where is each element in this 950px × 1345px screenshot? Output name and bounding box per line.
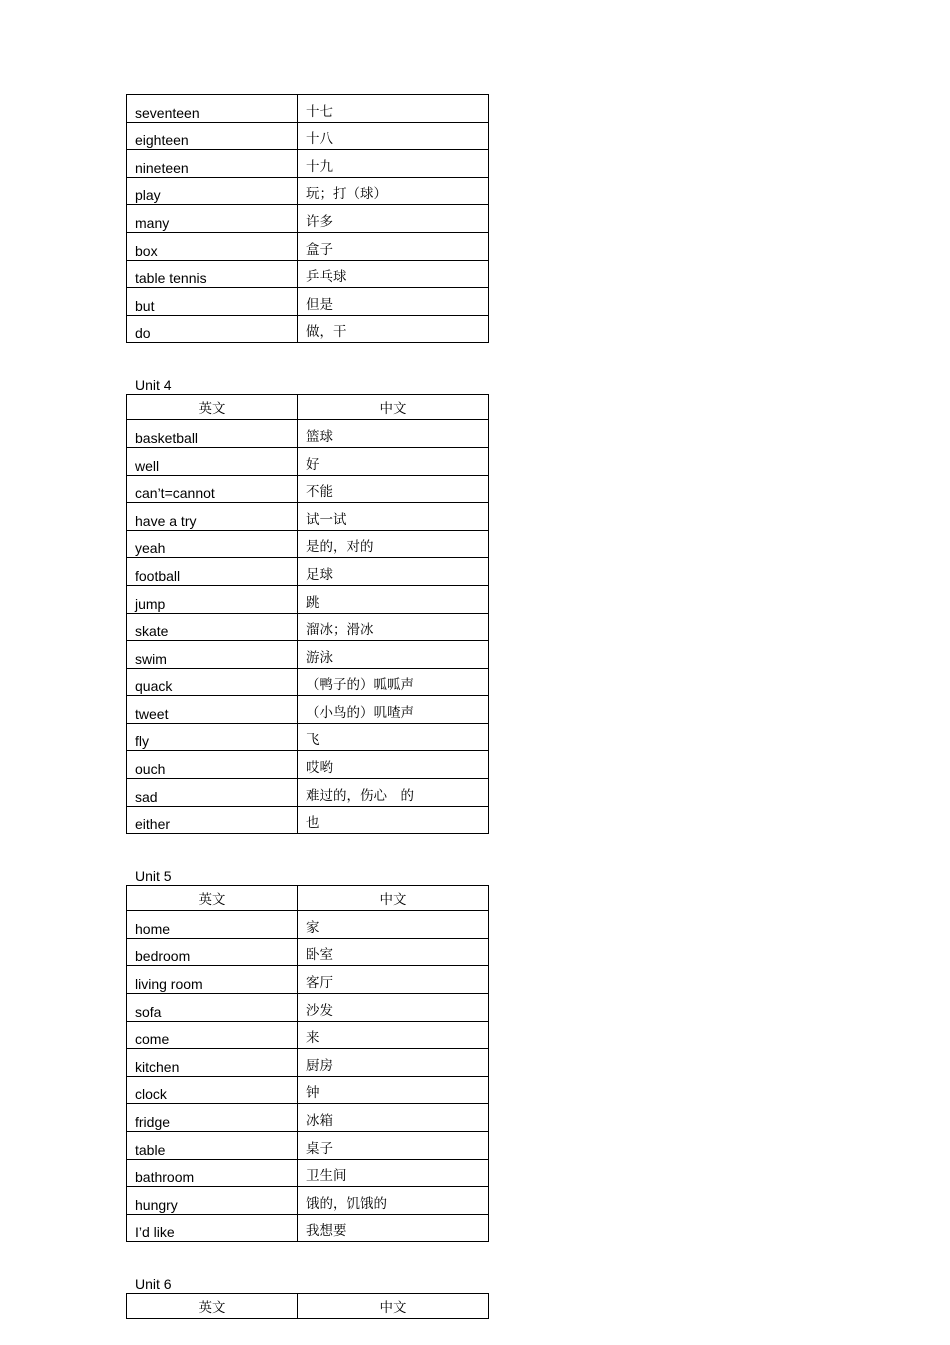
table-row xyxy=(127,585,489,613)
chinese-meaning: 玩；打（球） xyxy=(298,177,489,205)
english-word: bathroom xyxy=(127,1159,298,1187)
chinese-meaning: 跳 xyxy=(298,585,489,613)
chinese-meaning: 溜冰；滑冰 xyxy=(298,613,489,641)
header-chinese: 中文 xyxy=(298,886,489,911)
chinese-meaning: 飞 xyxy=(298,723,489,751)
table-row xyxy=(127,1159,489,1187)
table-row xyxy=(127,260,489,288)
chinese-meaning: 客厅 xyxy=(298,966,489,994)
english-word: well xyxy=(127,447,298,475)
english-word: do xyxy=(127,315,298,343)
table-row xyxy=(127,806,489,834)
english-word: home xyxy=(127,911,298,939)
chinese-meaning: 饿的，饥饿的 xyxy=(298,1187,489,1215)
english-word: fly xyxy=(127,723,298,751)
english-word: yeah xyxy=(127,530,298,558)
vocab-section xyxy=(126,94,488,343)
english-word: either xyxy=(127,806,298,834)
chinese-meaning: （小鸟的）叽喳声 xyxy=(298,696,489,724)
chinese-meaning: 十八 xyxy=(298,122,489,150)
table-row xyxy=(127,1021,489,1049)
chinese-meaning: 做，干 xyxy=(298,315,489,343)
table-row xyxy=(127,177,489,205)
chinese-meaning: 难过的，伤心 的 xyxy=(298,779,489,807)
english-word: table tennis xyxy=(127,260,298,288)
vocab-section xyxy=(126,867,488,1242)
unit-title: Unit 4 xyxy=(135,377,172,394)
chinese-meaning: 足球 xyxy=(298,558,489,586)
table-row xyxy=(127,641,489,669)
unit-title: Unit 5 xyxy=(135,868,172,885)
vocab-table xyxy=(126,94,489,343)
table-row xyxy=(127,938,489,966)
english-word: I’d like xyxy=(127,1214,298,1242)
english-word: have a try xyxy=(127,503,298,531)
vocab-table xyxy=(126,1293,489,1319)
chinese-meaning: 游泳 xyxy=(298,641,489,669)
chinese-meaning: 不能 xyxy=(298,475,489,503)
table-row xyxy=(127,668,489,696)
chinese-meaning: 但是 xyxy=(298,288,489,316)
chinese-meaning: 厨房 xyxy=(298,1049,489,1077)
chinese-meaning: 好 xyxy=(298,447,489,475)
english-word: quack xyxy=(127,668,298,696)
chinese-meaning: 冰箱 xyxy=(298,1104,489,1132)
table-row xyxy=(127,315,489,343)
table-row xyxy=(127,475,489,503)
table-row xyxy=(127,122,489,150)
english-word: swim xyxy=(127,641,298,669)
english-word: box xyxy=(127,232,298,260)
chinese-meaning: 盒子 xyxy=(298,232,489,260)
chinese-meaning: 乒乓球 xyxy=(298,260,489,288)
chinese-meaning: 我想要 xyxy=(298,1214,489,1242)
english-word: jump xyxy=(127,585,298,613)
chinese-meaning: 来 xyxy=(298,1021,489,1049)
english-word: basketball xyxy=(127,420,298,448)
table-row xyxy=(127,1049,489,1077)
chinese-meaning: 也 xyxy=(298,806,489,834)
english-word: football xyxy=(127,558,298,586)
english-word: bedroom xyxy=(127,938,298,966)
table-row xyxy=(127,1104,489,1132)
english-word: seventeen xyxy=(127,95,298,123)
table-row xyxy=(127,420,489,448)
table-row xyxy=(127,994,489,1022)
vocabulary-page xyxy=(126,94,488,1319)
table-header-row xyxy=(127,886,489,911)
table-row xyxy=(127,447,489,475)
chinese-meaning: 钟 xyxy=(298,1076,489,1104)
english-word: skate xyxy=(127,613,298,641)
table-row xyxy=(127,1214,489,1242)
table-row xyxy=(127,966,489,994)
chinese-meaning: 沙发 xyxy=(298,994,489,1022)
header-chinese: 中文 xyxy=(298,1294,489,1319)
english-word: fridge xyxy=(127,1104,298,1132)
english-word: nineteen xyxy=(127,150,298,178)
english-word: tweet xyxy=(127,696,298,724)
english-word: play xyxy=(127,177,298,205)
header-english: 英文 xyxy=(127,886,298,911)
vocab-section xyxy=(126,1275,488,1319)
table-row xyxy=(127,503,489,531)
vocab-table xyxy=(126,885,489,1242)
chinese-meaning: 试一试 xyxy=(298,503,489,531)
english-word: kitchen xyxy=(127,1049,298,1077)
table-row xyxy=(127,95,489,123)
header-chinese: 中文 xyxy=(298,395,489,420)
chinese-meaning: 家 xyxy=(298,911,489,939)
table-row xyxy=(127,779,489,807)
chinese-meaning: 许多 xyxy=(298,205,489,233)
chinese-meaning: 卧室 xyxy=(298,938,489,966)
vocab-section xyxy=(126,376,488,834)
table-row xyxy=(127,911,489,939)
table-row xyxy=(127,696,489,724)
table-row xyxy=(127,205,489,233)
table-row xyxy=(127,613,489,641)
english-word: many xyxy=(127,205,298,233)
header-english: 英文 xyxy=(127,395,298,420)
english-word: sofa xyxy=(127,994,298,1022)
table-row xyxy=(127,751,489,779)
chinese-meaning: 卫生间 xyxy=(298,1159,489,1187)
chinese-meaning: 十七 xyxy=(298,95,489,123)
table-row xyxy=(127,1076,489,1104)
english-word: living room xyxy=(127,966,298,994)
table-header-row xyxy=(127,395,489,420)
english-word: ouch xyxy=(127,751,298,779)
english-word: but xyxy=(127,288,298,316)
header-english: 英文 xyxy=(127,1294,298,1319)
english-word: come xyxy=(127,1021,298,1049)
english-word: sad xyxy=(127,779,298,807)
chinese-meaning: 十九 xyxy=(298,150,489,178)
vocab-table xyxy=(126,394,489,834)
chinese-meaning: （鸭子的）呱呱声 xyxy=(298,668,489,696)
chinese-meaning: 哎哟 xyxy=(298,751,489,779)
table-row xyxy=(127,723,489,751)
chinese-meaning: 桌子 xyxy=(298,1132,489,1160)
table-row xyxy=(127,1187,489,1215)
english-word: eighteen xyxy=(127,122,298,150)
table-row xyxy=(127,1132,489,1160)
unit-title: Unit 6 xyxy=(135,1276,172,1293)
english-word: table xyxy=(127,1132,298,1160)
table-header-row xyxy=(127,1294,489,1319)
table-row xyxy=(127,558,489,586)
table-row xyxy=(127,288,489,316)
english-word: clock xyxy=(127,1076,298,1104)
english-word: can’t=cannot xyxy=(127,475,298,503)
chinese-meaning: 是的，对的 xyxy=(298,530,489,558)
chinese-meaning: 篮球 xyxy=(298,420,489,448)
table-row xyxy=(127,150,489,178)
table-row xyxy=(127,530,489,558)
table-row xyxy=(127,232,489,260)
english-word: hungry xyxy=(127,1187,298,1215)
